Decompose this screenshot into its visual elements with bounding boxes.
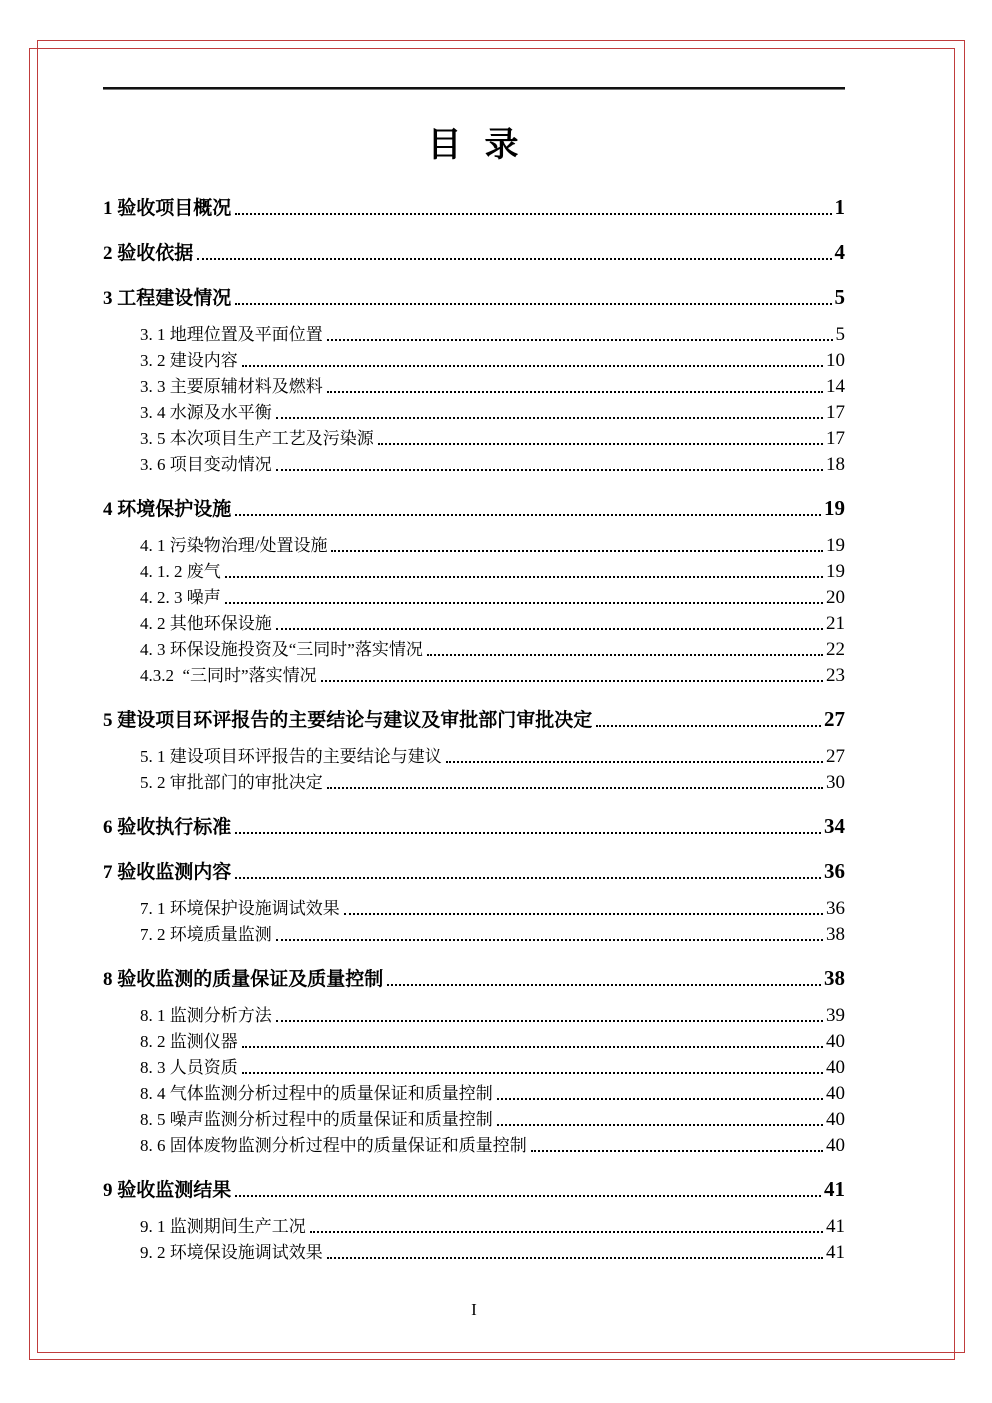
dot-leader-icon xyxy=(531,1150,823,1152)
toc-entry-page: 41 xyxy=(824,1177,845,1201)
dot-leader-icon xyxy=(235,213,831,215)
toc-entry-page: 40 xyxy=(826,1057,845,1078)
toc-entry-label: 4. 1 污染物治理/处置设施 xyxy=(140,536,328,555)
toc-entry-label: 4. 2 其他环保设施 xyxy=(140,614,272,633)
dot-leader-icon xyxy=(276,628,823,630)
toc-entry-page: 18 xyxy=(826,454,845,475)
dot-leader-icon xyxy=(378,443,823,445)
toc-entry-page: 38 xyxy=(824,966,845,990)
toc-entry[interactable] xyxy=(103,452,845,478)
toc-entry[interactable] xyxy=(103,374,845,400)
toc-entry-label: 8. 2 监测仪器 xyxy=(140,1032,238,1051)
toc-entry-label: 8. 5 噪声监测分析过程中的质量保证和质量控制 xyxy=(140,1110,493,1129)
dot-leader-icon xyxy=(596,725,821,727)
toc-entry-label: 9 验收监测结果 xyxy=(103,1180,232,1201)
dot-leader-icon xyxy=(197,258,831,260)
toc-entry-page: 5 xyxy=(834,285,845,309)
dot-leader-icon xyxy=(344,913,823,915)
dot-leader-icon xyxy=(497,1124,823,1126)
toc-entry-label: 9. 1 监测期间生产工况 xyxy=(140,1217,306,1236)
toc-entry-page: 4 xyxy=(834,240,845,264)
toc-entry[interactable] xyxy=(103,239,845,267)
toc-entry-page: 38 xyxy=(826,924,845,945)
dot-leader-icon xyxy=(276,469,823,471)
dot-leader-icon xyxy=(235,1195,821,1197)
toc-entry-label: 8. 6 固体废物监测分析过程中的质量保证和质量控制 xyxy=(140,1136,527,1155)
dot-leader-icon xyxy=(225,602,823,604)
toc-entry-label: 7 验收监测内容 xyxy=(103,862,232,883)
toc-entry-label: 8 验收监测的质量保证及质量控制 xyxy=(103,969,384,990)
toc-entry[interactable] xyxy=(103,922,845,948)
toc-entry[interactable] xyxy=(103,1003,845,1029)
dot-leader-icon xyxy=(387,984,821,986)
toc-entry-page: 21 xyxy=(826,613,845,634)
toc-entry-page: 40 xyxy=(826,1109,845,1130)
toc-entry-label: 4. 3 环保设施投资及“三同时”落实情况 xyxy=(140,640,423,659)
toc-entry[interactable] xyxy=(103,663,845,689)
dot-leader-icon xyxy=(276,1020,823,1022)
dot-leader-icon xyxy=(446,761,823,763)
toc-entry-label: 1 验收项目概况 xyxy=(103,198,232,219)
toc-entry-label: 3. 1 地理位置及平面位置 xyxy=(140,325,323,344)
toc-entry-page: 19 xyxy=(824,496,845,520)
toc-entry[interactable] xyxy=(103,194,845,222)
toc-entry[interactable] xyxy=(103,1107,845,1133)
dot-leader-icon xyxy=(497,1098,823,1100)
toc-entry-page: 39 xyxy=(826,1005,845,1026)
toc-entry-page: 17 xyxy=(826,402,845,423)
dot-leader-icon xyxy=(327,1257,823,1259)
toc-entry-label: 3. 5 本次项目生产工艺及污染源 xyxy=(140,429,374,448)
toc-entry[interactable] xyxy=(103,1176,845,1204)
toc-entry[interactable] xyxy=(103,400,845,426)
toc-entry-page: 36 xyxy=(824,859,845,883)
dot-leader-icon xyxy=(235,514,821,516)
toc-entry-label: 9. 2 环境保设施调试效果 xyxy=(140,1243,323,1262)
dot-leader-icon xyxy=(235,303,831,305)
toc-entry-page: 1 xyxy=(834,195,845,219)
toc-entry-page: 19 xyxy=(826,561,845,582)
toc-entry[interactable] xyxy=(103,1055,845,1081)
toc-entry[interactable] xyxy=(103,495,845,523)
toc-entry-label: 8. 4 气体监测分析过程中的质量保证和质量控制 xyxy=(140,1084,493,1103)
toc-entry-page: 40 xyxy=(826,1031,845,1052)
toc-entry[interactable] xyxy=(103,426,845,452)
toc-entry[interactable] xyxy=(103,744,845,770)
toc-entry-page: 41 xyxy=(826,1242,845,1263)
dot-leader-icon xyxy=(225,576,823,578)
toc-entry-label: 3. 2 建设内容 xyxy=(140,351,238,370)
toc-entry-label: 3 工程建设情况 xyxy=(103,288,232,309)
toc-entry[interactable] xyxy=(103,706,845,734)
toc-entry[interactable] xyxy=(103,1029,845,1055)
toc-entry-page: 41 xyxy=(826,1216,845,1237)
toc-entry-label: 5 建设项目环评报告的主要结论与建议及审批部门审批决定 xyxy=(103,710,593,731)
footer-page-number: I xyxy=(471,1300,477,1319)
toc-entry-page: 20 xyxy=(826,587,845,608)
toc-entry[interactable] xyxy=(103,1081,845,1107)
toc-entry-label: 2 验收依据 xyxy=(103,243,194,264)
dot-leader-icon xyxy=(327,391,823,393)
toc-entry[interactable] xyxy=(103,585,845,611)
toc-entry-label: 4 环境保护设施 xyxy=(103,499,232,520)
toc-entry-label: 5. 2 审批部门的审批决定 xyxy=(140,773,323,792)
toc-entry[interactable] xyxy=(103,1240,845,1266)
toc-entry-label: 3. 3 主要原辅材料及燃料 xyxy=(140,377,323,396)
toc-entry-page: 10 xyxy=(826,350,845,371)
toc-entry[interactable] xyxy=(103,637,845,663)
dot-leader-icon xyxy=(242,1072,823,1074)
dot-leader-icon xyxy=(327,339,833,341)
toc-list xyxy=(103,194,845,1266)
toc-entry[interactable] xyxy=(103,1133,845,1159)
toc-entry-page: 17 xyxy=(826,428,845,449)
toc-entry-page: 34 xyxy=(824,814,845,838)
toc-entry-label: 4. 1. 2 废气 xyxy=(140,562,221,581)
toc-entry[interactable] xyxy=(103,559,845,585)
toc-entry-page: 27 xyxy=(826,746,845,767)
toc-entry-label: 8. 3 人员资质 xyxy=(140,1058,238,1077)
page-title: 目 录 xyxy=(427,127,521,164)
dot-leader-icon xyxy=(235,877,821,879)
toc-entry[interactable] xyxy=(103,813,845,841)
toc-entry[interactable] xyxy=(103,896,845,922)
toc-entry-label: 3. 6 项目变动情况 xyxy=(140,455,272,474)
toc-entry[interactable] xyxy=(103,284,845,312)
dot-leader-icon xyxy=(321,680,823,682)
toc-entry[interactable] xyxy=(103,1214,845,1240)
dot-leader-icon xyxy=(235,832,821,834)
toc-entry-page: 36 xyxy=(826,898,845,919)
toc-entry[interactable] xyxy=(103,322,845,348)
dot-leader-icon xyxy=(276,939,823,941)
dot-leader-icon xyxy=(276,417,823,419)
toc-entry-label: 6 验收执行标准 xyxy=(103,817,232,838)
toc-entry-label: 8. 1 监测分析方法 xyxy=(140,1006,272,1025)
toc-entry-label: 7. 2 环境质量监测 xyxy=(140,925,272,944)
toc-entry-label: 7. 1 环境保护设施调试效果 xyxy=(140,899,340,918)
toc-entry-page: 30 xyxy=(826,772,845,793)
toc-entry[interactable] xyxy=(103,770,845,796)
toc-entry[interactable] xyxy=(103,858,845,886)
dot-leader-icon xyxy=(331,550,823,552)
toc-entry-page: 19 xyxy=(826,535,845,556)
toc-entry-page: 14 xyxy=(826,376,845,397)
dot-leader-icon xyxy=(242,1046,823,1048)
toc-entry-page: 23 xyxy=(826,665,845,686)
dot-leader-icon xyxy=(327,787,823,789)
dot-leader-icon xyxy=(427,654,823,656)
toc-entry-page: 22 xyxy=(826,639,845,660)
toc-entry[interactable] xyxy=(103,965,845,993)
toc-entry-label: 3. 4 水源及水平衡 xyxy=(140,403,272,422)
toc-entry-page: 40 xyxy=(826,1083,845,1104)
toc-entry-label: 4. 2. 3 噪声 xyxy=(140,588,221,607)
header-rule xyxy=(103,87,845,90)
dot-leader-icon xyxy=(242,365,823,367)
toc-entry[interactable] xyxy=(103,611,845,637)
content-area xyxy=(103,0,845,1266)
dot-leader-icon xyxy=(310,1231,823,1233)
toc-entry-page: 40 xyxy=(826,1135,845,1156)
toc-entry-page: 5 xyxy=(835,324,845,345)
toc-entry-label: 5. 1 建设项目环评报告的主要结论与建议 xyxy=(140,747,442,766)
toc-entry-page: 27 xyxy=(824,707,845,731)
toc-entry-label: 4.3.2 “三同时”落实情况 xyxy=(140,666,317,685)
toc-entry[interactable] xyxy=(103,348,845,374)
toc-entry[interactable] xyxy=(103,533,845,559)
